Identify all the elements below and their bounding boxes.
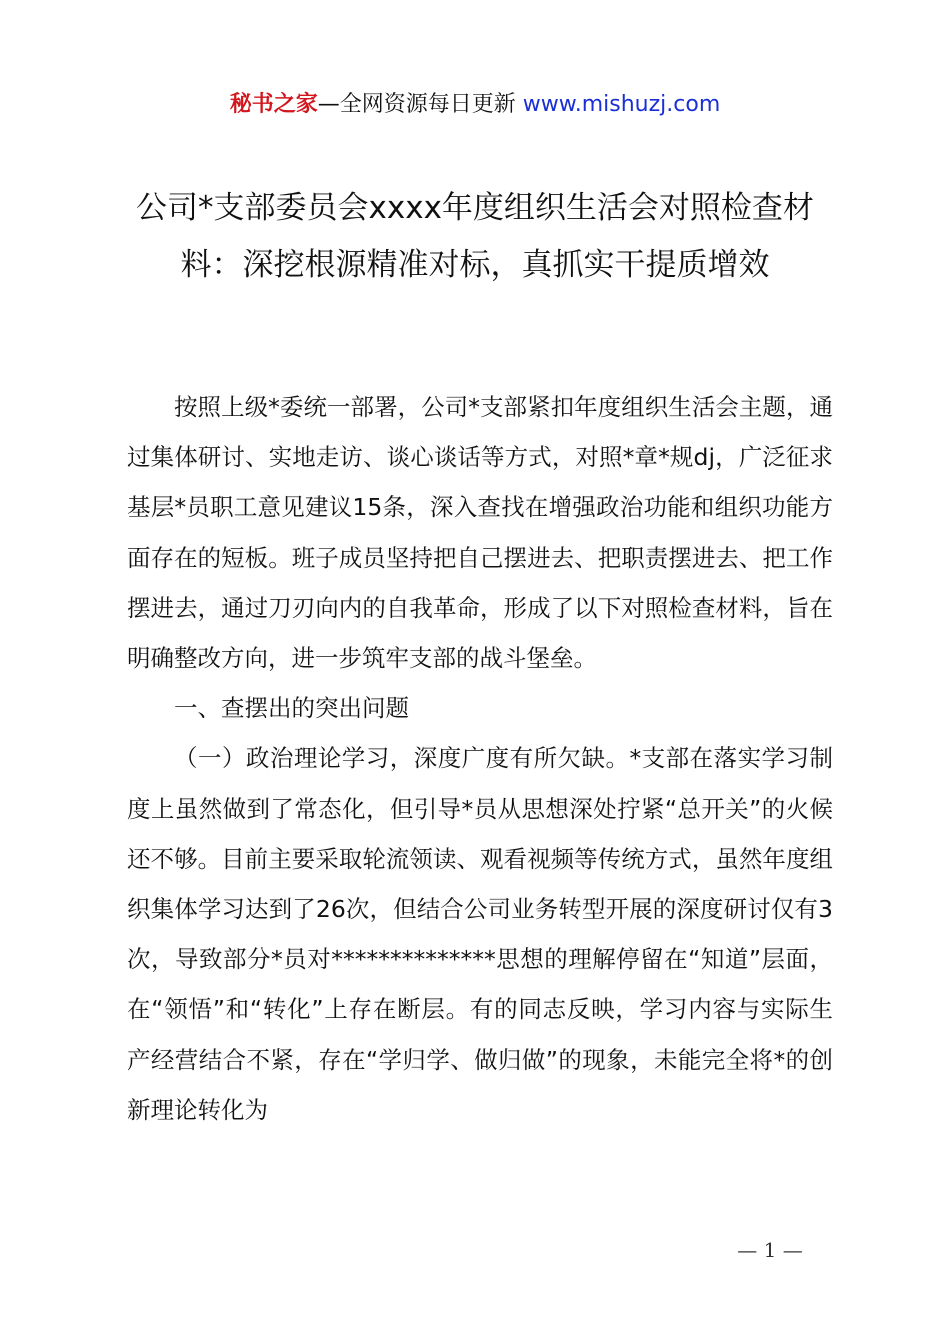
- site-url-link[interactable]: www.mishuzj.com: [522, 92, 721, 117]
- header-tagline: —全网资源每日更新: [317, 92, 523, 117]
- section-heading: 一、查摆出的突出问题: [174, 694, 409, 723]
- document-body: [127, 382, 833, 1135]
- page-number: — 1 —: [737, 1238, 803, 1262]
- intro-paragraph: 按照上级*委统一部署，公司*支部紧扣年度组织生活会主题，通过集体研讨、实地走访、谈心谈话等方式，对照*章*规dj，广泛征求基层*员职工意见建议15条，深入查找在增强政治功能和组织功能方面存在的短板。班子成员坚持把自己摆进去、把职责摆进去、把工作摆进去，通过刀刃向内的自我革命，形成了以下对照检查材料，旨在明确整改方向，进一步筑牢支部的战斗堡垒。: [127, 393, 833, 673]
- subsection-paragraph: （一）政治理论学习，深度广度有所欠缺。*支部在落实学习制度上虽然做到了常态化，但引导*员从思想深处拧紧“总开关”的火候还不够。目前主要采取轮流领读、观看视频等传统方式，虽然年度组织集体学习达到了26次，但结合公司业务转型开展的深度研讨仅有3次，导致部分*员对**************思想的理解停留在“知道”层面，在“领悟”和“转化”上存在断层。有的同志反映，学习内容与实际生产经营结合不紧，存在“学归学、做归做”的现象，未能完全将*的创新理论转化为: [127, 744, 833, 1124]
- document-title: 公司*支部委员会xxxx年度组织生活会对照检查材料：深挖根源精准对标，真抓实干提质增效: [136, 190, 814, 283]
- site-header: [0, 88, 950, 122]
- brand-name: 秘书之家: [229, 92, 318, 117]
